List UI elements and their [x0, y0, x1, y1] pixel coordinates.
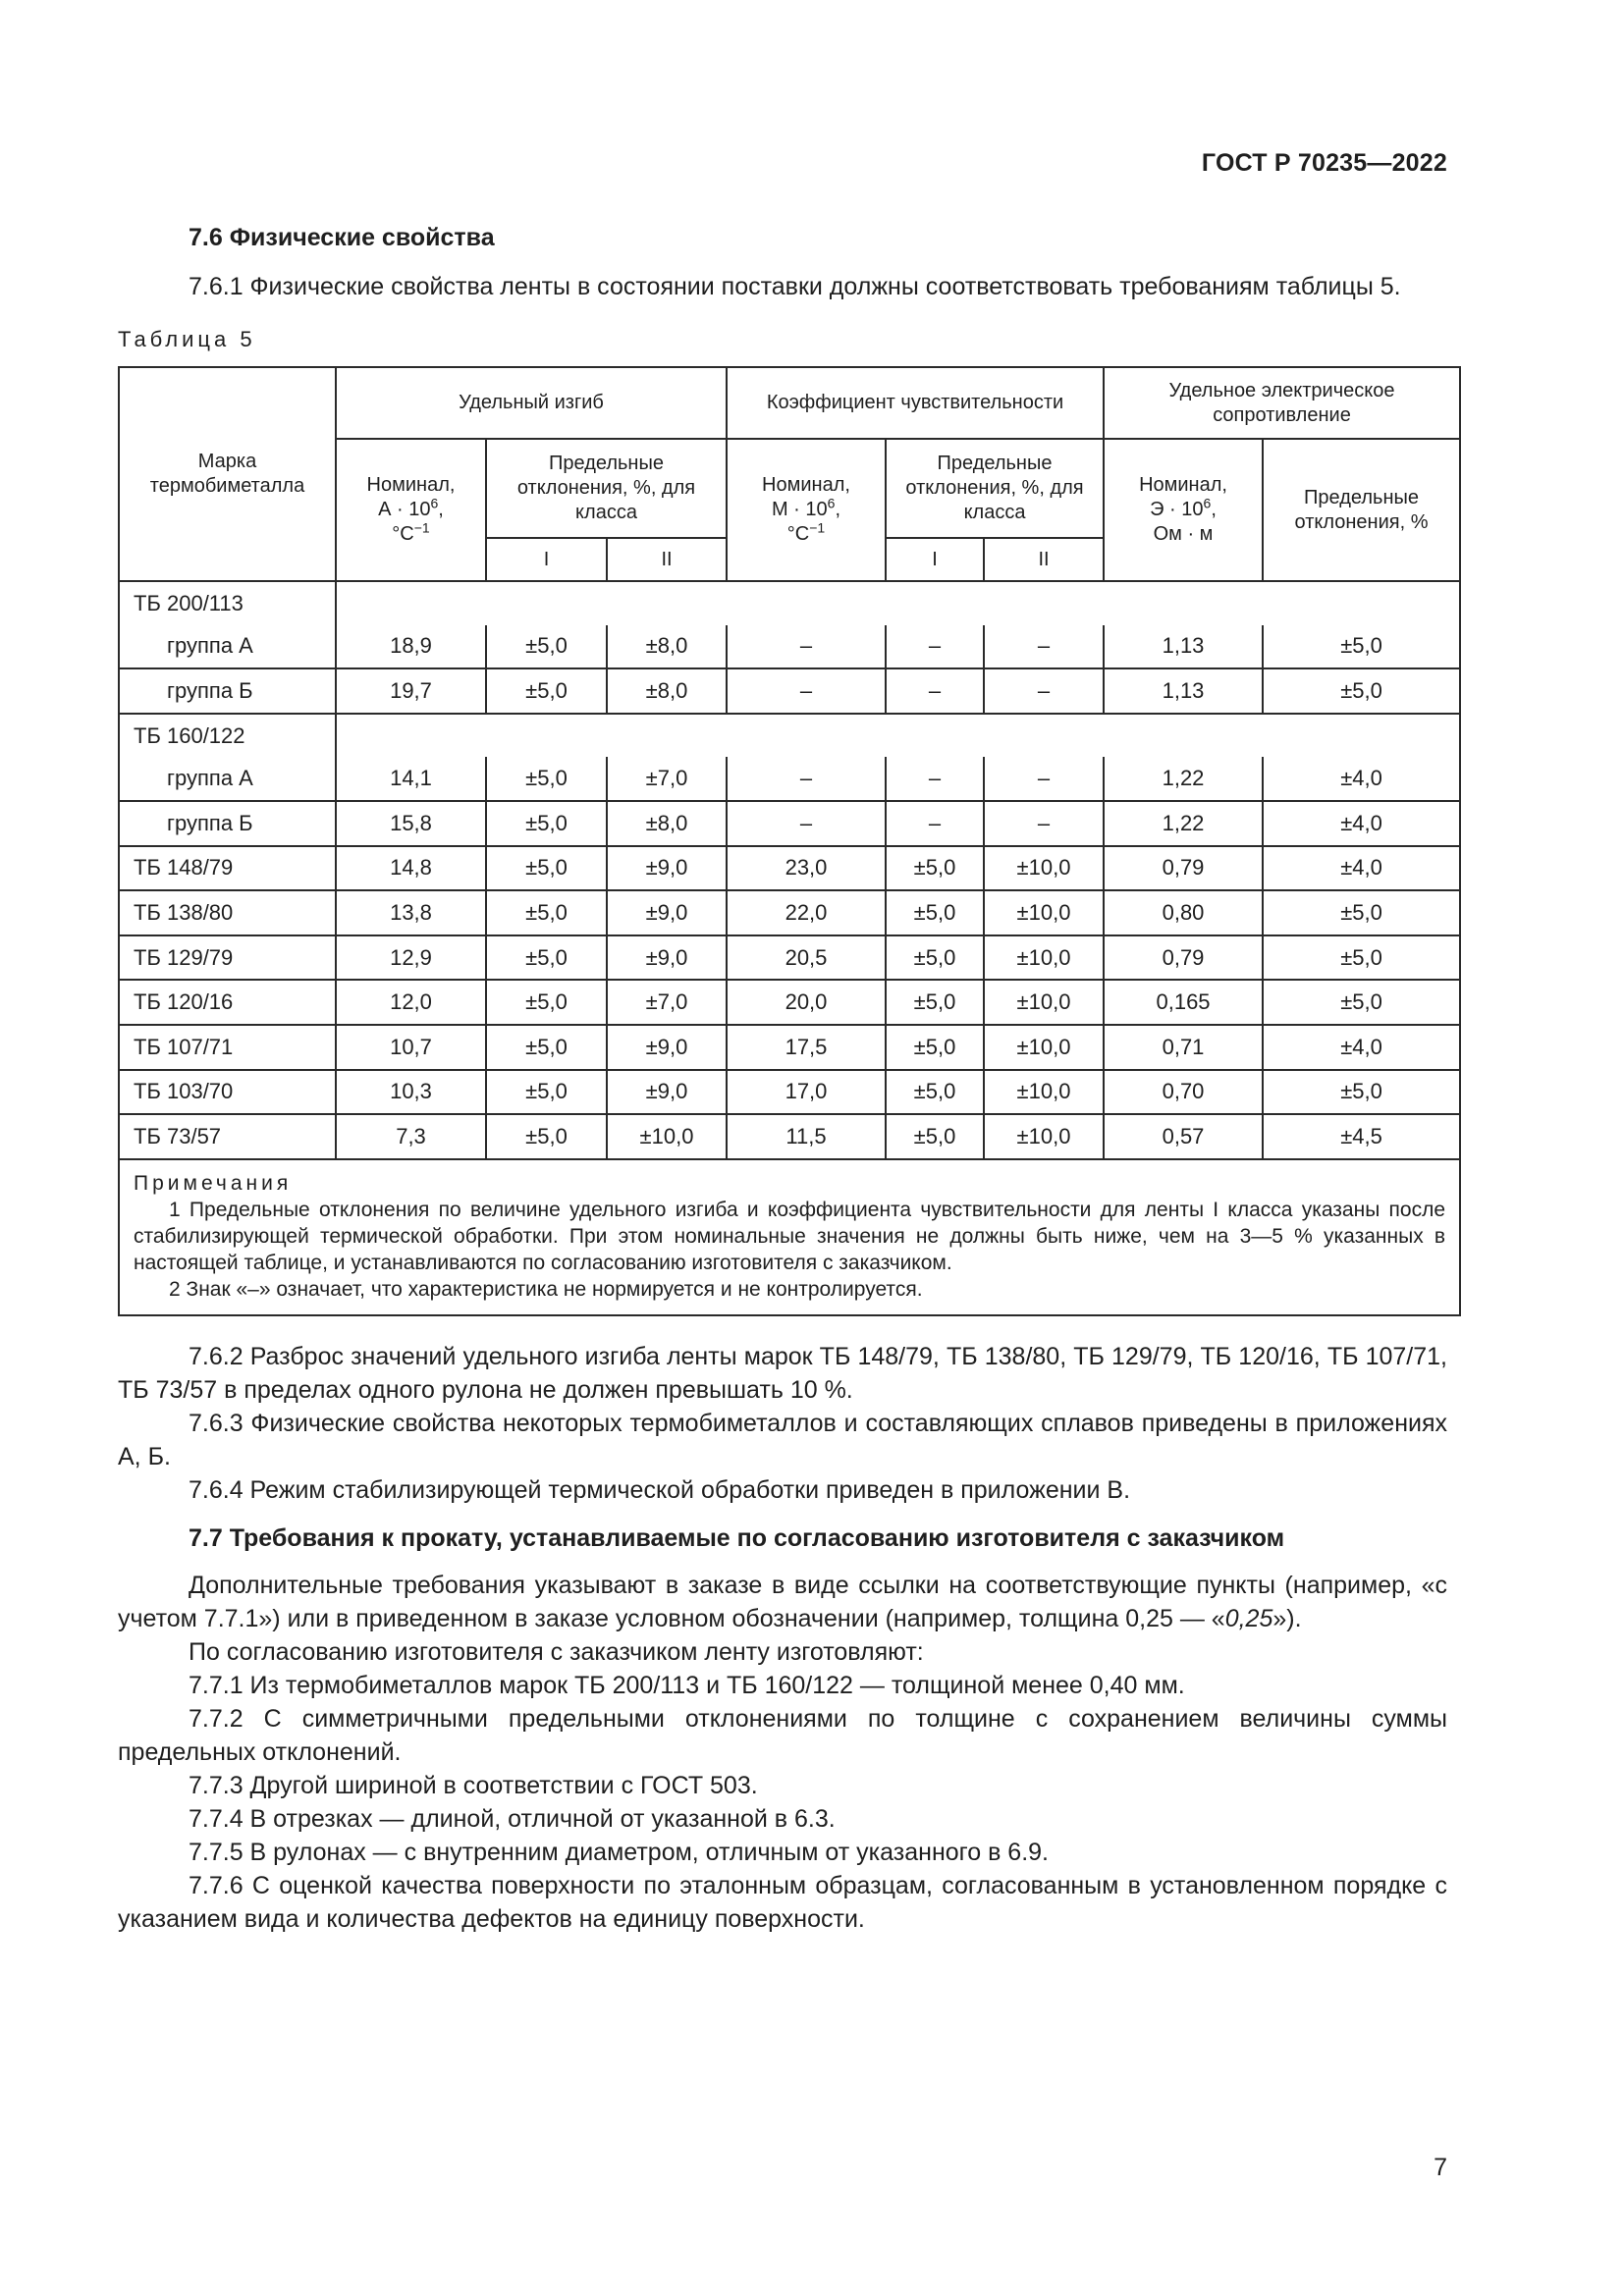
paragraph-7-7-3: 7.7.3 Другой шириной в соответствии с ГОСТ 503.: [189, 1771, 758, 1799]
grade-group-name: ТБ 200/113: [119, 581, 336, 625]
empty-cell: [727, 714, 886, 758]
value-cell: ±7,0: [607, 980, 727, 1025]
value-cell: 11,5: [727, 1114, 886, 1159]
value-cell: ±10,0: [984, 1070, 1104, 1115]
section-heading-7-7: 7.7 Требования к прокату, устанавливаемые по согласованию изготовителя с заказчиком: [189, 1523, 1285, 1552]
paragraph-7-6-2: 7.6.2 Разброс значений удельного изгиба ленты марок ТБ 148/79, ТБ 138/80, ТБ 129/79, ТБ 120/16, ТБ 107/71, ТБ 73/57 в пределах одного рулона не должен превышать 10 %.: [118, 1342, 1447, 1404]
value-cell: ±5,0: [486, 935, 607, 981]
value-cell: ±5,0: [886, 980, 984, 1025]
value-cell: ±5,0: [1263, 668, 1460, 714]
table-row: [119, 757, 1460, 801]
grade-name-cell: группа Б: [119, 801, 336, 846]
grade-name-cell: ТБ 107/71: [119, 1025, 336, 1070]
grade-name-cell: группа Б: [119, 668, 336, 714]
paragraph-7-7-4: 7.7.4 В отрезках — длиной, отличной от указанной в 6.3.: [189, 1804, 836, 1833]
table-row: [119, 1025, 1460, 1070]
value-cell: ±8,0: [607, 668, 727, 714]
empty-cell: [984, 714, 1104, 758]
value-cell: ±9,0: [607, 1070, 727, 1115]
value-cell: ±5,0: [1263, 935, 1460, 981]
header-grade: Марка термобиметалла: [119, 367, 336, 581]
header-sens-limit-deviation: Предельные отклонения, %, для класса: [886, 439, 1104, 538]
value-cell: 10,7: [336, 1025, 486, 1070]
empty-cell: [984, 581, 1104, 625]
empty-cell: [886, 581, 984, 625]
grade-name-cell: ТБ 73/57: [119, 1114, 336, 1159]
header-resist-nominal: Номинал, $Э \cdot 10^6$, Ом · м: [1104, 439, 1263, 581]
table-body: [119, 581, 1460, 1159]
paragraph-7-6-1: 7.6.1 Физические свойства ленты в состоянии поставки должны соответствовать требованиям таблицы 5.: [189, 273, 1401, 300]
note-1: 1 Предельные отклонения по величине удельного изгиба и коэффициента чувствительности для ленты I класса указаны после стабилизирующей термической обработки. При этом номинальные значения не должны быть ниже, чем на 3—5 % указанных в настоящей таблице, и устанавливаются по согласованию изготовителя с заказчиком.: [134, 1198, 1446, 1274]
value-cell: ±5,0: [486, 890, 607, 935]
empty-cell: [336, 581, 486, 625]
paragraph-7-6-3: 7.6.3 Физические свойства некоторых термобиметаллов и составляющих сплавов приведены в приложениях А, Б.: [118, 1409, 1447, 1470]
value-cell: 0,79: [1104, 935, 1263, 981]
value-cell: ±9,0: [607, 1025, 727, 1070]
value-cell: 12,0: [336, 980, 486, 1025]
value-cell: ±5,0: [486, 1114, 607, 1159]
table-row: [119, 890, 1460, 935]
value-cell: 10,3: [336, 1070, 486, 1115]
value-cell: 1,13: [1104, 668, 1263, 714]
grade-name-cell: ТБ 148/79: [119, 846, 336, 891]
value-cell: 17,0: [727, 1070, 886, 1115]
page-content: [118, 224, 1447, 1936]
value-cell: –: [727, 757, 886, 801]
value-cell: ±7,0: [607, 757, 727, 801]
document-code: ГОСТ Р 70235—2022: [1201, 149, 1447, 177]
value-cell: 0,70: [1104, 1070, 1263, 1115]
paragraph-7-7-agree: По согласованию изготовителя с заказчиком ленту изготовляют:: [189, 1637, 924, 1666]
header-bend-limit-deviation: Предельные отклонения, %, для класса: [486, 439, 727, 538]
value-cell: ±4,5: [1263, 1114, 1460, 1159]
header-sens-class-1: I: [886, 538, 984, 581]
table-caption: Таблица 5: [118, 327, 256, 351]
notes-title: Примечания: [134, 1171, 293, 1195]
value-cell: ±9,0: [607, 846, 727, 891]
value-cell: ±5,0: [1263, 890, 1460, 935]
header-sens-nominal: Номинал, $М \cdot 10^6$, $^\circ С^{-1}$: [727, 439, 886, 581]
grade-name-cell: ТБ 120/16: [119, 980, 336, 1025]
value-cell: 23,0: [727, 846, 886, 891]
header-bend-nominal: Номинал, $А \cdot 10^6$, $^\circ С^{-1}$: [336, 439, 486, 581]
value-cell: 12,9: [336, 935, 486, 981]
value-cell: ±5,0: [1263, 980, 1460, 1025]
value-cell: ±10,0: [984, 1114, 1104, 1159]
empty-cell: [607, 714, 727, 758]
header-electrical-resistance: Удельное электрическое сопротивление: [1104, 367, 1460, 439]
physical-properties-table: [118, 366, 1461, 1316]
paragraph-7-7-6: 7.7.6 С оценкой качества поверхности по эталонным образцам, согласованным в установленном порядке с указанием вида и количества дефектов на единицу поверхности.: [118, 1871, 1447, 1933]
empty-cell: [1104, 714, 1263, 758]
value-cell: ±10,0: [984, 935, 1104, 981]
value-cell: 0,71: [1104, 1025, 1263, 1070]
paragraph-7-7-intro: Дополнительные требования указывают в заказе в виде ссылки на соответствующие пункты (например, «с учетом 7.7.1») или в приведенном в заказе условном обозначении (например, толщина 0,25 — «0,25»).: [118, 1571, 1447, 1632]
value-cell: 14,1: [336, 757, 486, 801]
empty-cell: [1104, 581, 1263, 625]
value-cell: ±10,0: [607, 1114, 727, 1159]
value-cell: ±5,0: [1263, 625, 1460, 669]
grade-group-name: ТБ 160/122: [119, 714, 336, 758]
value-cell: ±5,0: [886, 935, 984, 981]
grade-name-cell: ТБ 138/80: [119, 890, 336, 935]
value-cell: –: [727, 668, 886, 714]
section-heading-7-6: 7.6 Физические свойства: [189, 224, 495, 251]
value-cell: 0,79: [1104, 846, 1263, 891]
grade-name-cell: группа А: [119, 757, 336, 801]
after-table-text: [118, 1340, 1447, 1507]
value-cell: ±5,0: [486, 846, 607, 891]
page-number: 7: [1434, 2154, 1447, 2181]
value-cell: ±5,0: [886, 1070, 984, 1115]
value-cell: 13,8: [336, 890, 486, 935]
value-cell: 1,22: [1104, 801, 1263, 846]
value-cell: 1,13: [1104, 625, 1263, 669]
value-cell: ±4,0: [1263, 1025, 1460, 1070]
value-cell: ±10,0: [984, 980, 1104, 1025]
value-cell: 20,5: [727, 935, 886, 981]
value-cell: –: [886, 668, 984, 714]
value-cell: –: [984, 801, 1104, 846]
empty-cell: [1263, 581, 1460, 625]
paragraph-7-7-2: 7.7.2 С симметричными предельными отклонениями по толщине с сохранением величины суммы предельных отклонений.: [118, 1704, 1447, 1766]
empty-cell: [486, 581, 607, 625]
value-cell: ±5,0: [486, 1070, 607, 1115]
value-cell: ±5,0: [486, 668, 607, 714]
empty-cell: [1263, 714, 1460, 758]
table-row: [119, 668, 1460, 714]
grade-name-cell: группа А: [119, 625, 336, 669]
table-row: [119, 846, 1460, 891]
value-cell: ±8,0: [607, 625, 727, 669]
value-cell: ±5,0: [886, 890, 984, 935]
table-group-row: [119, 581, 1460, 625]
value-cell: –: [984, 625, 1104, 669]
value-cell: 0,165: [1104, 980, 1263, 1025]
value-cell: ±10,0: [984, 846, 1104, 891]
value-cell: ±5,0: [886, 846, 984, 891]
header-sensitivity-coefficient: Коэффициент чувствительности: [727, 367, 1104, 439]
empty-cell: [336, 714, 486, 758]
value-cell: ±5,0: [886, 1025, 984, 1070]
table-row: [119, 1070, 1460, 1115]
value-cell: –: [886, 757, 984, 801]
value-cell: 0,80: [1104, 890, 1263, 935]
value-cell: ±4,0: [1263, 846, 1460, 891]
value-cell: –: [984, 668, 1104, 714]
header-sens-class-2: II: [984, 538, 1104, 581]
value-cell: ±4,0: [1263, 757, 1460, 801]
header-specific-bend: Удельный изгиб: [336, 367, 727, 439]
value-cell: 1,22: [1104, 757, 1263, 801]
note-2: 2 Знак «–» означает, что характеристика не нормируется и не контролируется.: [169, 1277, 923, 1301]
value-cell: 22,0: [727, 890, 886, 935]
table-row: [119, 935, 1460, 981]
empty-cell: [607, 581, 727, 625]
empty-cell: [486, 714, 607, 758]
header-bend-class-1: I: [486, 538, 607, 581]
paragraph-7-7-1: 7.7.1 Из термобиметаллов марок ТБ 200/113 и ТБ 160/122 — толщиной менее 0,40 мм.: [189, 1671, 1185, 1699]
value-cell: 15,8: [336, 801, 486, 846]
table-row: [119, 980, 1460, 1025]
value-cell: –: [886, 801, 984, 846]
grade-name-cell: ТБ 129/79: [119, 935, 336, 981]
table-row: [119, 625, 1460, 669]
table-row: [119, 801, 1460, 846]
value-cell: 18,9: [336, 625, 486, 669]
value-cell: –: [984, 757, 1104, 801]
value-cell: ±10,0: [984, 890, 1104, 935]
value-cell: 7,3: [336, 1114, 486, 1159]
grade-name-cell: ТБ 103/70: [119, 1070, 336, 1115]
header-resist-limit-deviation: Предельные отклонения, %: [1263, 439, 1460, 581]
header-bend-class-2: II: [607, 538, 727, 581]
value-cell: ±4,0: [1263, 801, 1460, 846]
empty-cell: [727, 581, 886, 625]
value-cell: ±10,0: [984, 1025, 1104, 1070]
paragraph-7-7-5: 7.7.5 В рулонах — с внутренним диаметром, отличным от указанного в 6.9.: [189, 1838, 1050, 1866]
table-notes: [119, 1159, 1460, 1315]
value-cell: ±5,0: [1263, 1070, 1460, 1115]
value-cell: 19,7: [336, 668, 486, 714]
table-group-row: [119, 714, 1460, 758]
value-cell: –: [727, 625, 886, 669]
value-cell: ±9,0: [607, 935, 727, 981]
value-cell: –: [727, 801, 886, 846]
value-cell: –: [886, 625, 984, 669]
value-cell: ±5,0: [486, 1025, 607, 1070]
table-row: [119, 1114, 1460, 1159]
value-cell: ±5,0: [886, 1114, 984, 1159]
value-cell: 14,8: [336, 846, 486, 891]
value-cell: ±5,0: [486, 757, 607, 801]
value-cell: ±8,0: [607, 801, 727, 846]
value-cell: 17,5: [727, 1025, 886, 1070]
value-cell: ±5,0: [486, 801, 607, 846]
value-cell: ±5,0: [486, 625, 607, 669]
value-cell: 0,57: [1104, 1114, 1263, 1159]
value-cell: 20,0: [727, 980, 886, 1025]
value-cell: ±5,0: [486, 980, 607, 1025]
value-cell: ±9,0: [607, 890, 727, 935]
empty-cell: [886, 714, 984, 758]
paragraph-7-6-4: 7.6.4 Режим стабилизирующей термической обработки приведен в приложении В.: [189, 1475, 1131, 1504]
